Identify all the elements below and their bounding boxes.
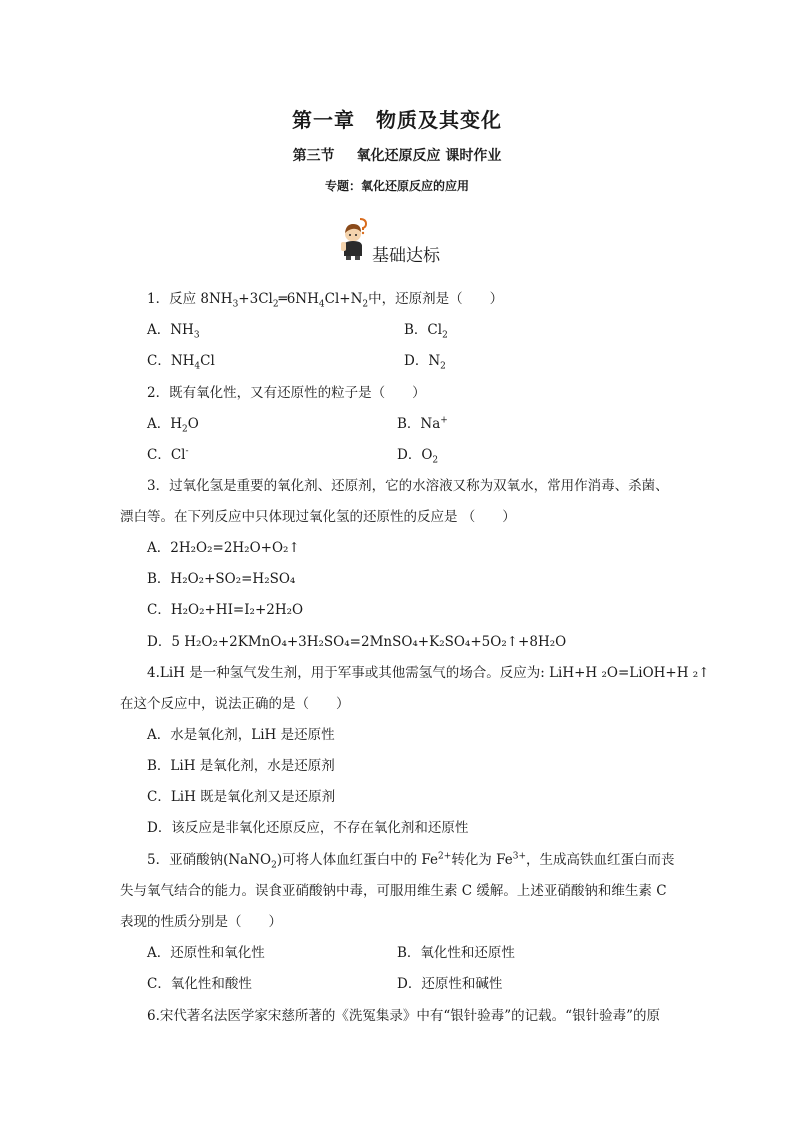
question-5-stem-line-2: 失与氧气结合的能力。误食亚硝酸钠中毒，可服用维生素 C 缓解。上述亚硝酸钠和维生素 C	[120, 883, 667, 899]
question-4-option-a: A．水是氧化剂，LiH 是还原性	[147, 727, 335, 743]
question-2-option-b: B．Na+	[397, 415, 448, 432]
question-3-option-c: C．H₂O₂+HI=I₂+2H₂O	[147, 602, 304, 618]
question-3-option-b: B．H₂O₂+SO₂=H₂SO₄	[147, 571, 296, 587]
question-5-option-d: D．还原性和碱性	[397, 976, 503, 992]
question-2-option-a: A．$H_2O$	[147, 416, 199, 435]
question-5-stem-line-1: 5．亚硝酸钠(NaNO$_2$)可将人体血红蛋白中的 $Fe^{2+}$转化为 $Fe^{3+}$，生成高铁血红蛋白而丧	[147, 851, 675, 871]
question-6-stem-line-1: 6.宋代著名法医学家宋慈所著的《洗冤集录》中有“银针验毒”的记载。“银针验毒”的原	[147, 1008, 660, 1024]
question-4-option-c: C．LiH 既是氧化剂又是还原剂	[147, 789, 336, 805]
question-1-stem: 1．反应 $8NH_3+3Cl_2═6NH_4Cl+N_2$中，还原剂是（ ）	[147, 291, 504, 310]
lesson-name: 氧化还原反应 课时作业	[356, 148, 502, 164]
question-5-option-b: B．氧化性和还原性	[397, 945, 515, 961]
question-1-option-c: C．$NH_4Cl$	[147, 353, 215, 372]
thinking-student-icon	[338, 216, 374, 262]
question-3-option-a: A．2H₂O₂=2H₂O+O₂↑	[147, 540, 300, 556]
question-3-stem-line-2: 漂白等。在下列反应中只体现过氧化氢的还原性的反应是 （ ）	[120, 509, 516, 525]
section-number: 第三节	[292, 148, 335, 164]
question-4-option-d: D．该反应是非氧化还原反应，不存在氧化剂和还原性	[147, 820, 469, 836]
section-header	[338, 216, 478, 264]
question-2-option-d: D．$O_2$	[397, 447, 439, 466]
question-4-option-b: B．LiH 是氧化剂，水是还原剂	[147, 758, 335, 774]
question-5-option-a: A．还原性和氧化性	[147, 945, 265, 961]
question-5-stem-line-3: 表现的性质分别是（ ）	[120, 914, 282, 930]
lesson-title	[0, 145, 794, 165]
question-4-stem-line-2: 在这个反应中，说法正确的是（ ）	[120, 696, 350, 712]
chapter-title: 第一章 物质及其变化	[292, 108, 502, 132]
question-1-option-d: D．$N_2$	[404, 353, 446, 372]
question-2-stem: 2．既有氧化性，又有还原性的粒子是（ ）	[147, 385, 426, 401]
topic-title: 专题：氧化还原反应的应用	[324, 179, 469, 193]
question-2-option-c: C．Cl-	[147, 446, 189, 463]
question-5-option-c: C．氧化性和酸性	[147, 976, 252, 992]
question-3-stem-line-1: 3．过氧化氢是重要的氧化剂、还原剂，它的水溶液又称为双氧水，常用作消毒、杀菌、	[147, 478, 669, 494]
question-3-option-d: D．5 H₂O₂+2KMnO₄+3H₂SO₄=2MnSO₄+K₂SO₄+5O₂↑+8H₂O	[147, 634, 567, 650]
question-4-stem-line-1: 4.LiH 是一种氢气发生剂，用于军事或其他需氢气的场合。反应为: LiH+H ₂O=LiOH+H ₂↑	[147, 665, 710, 681]
question-1-option-b: B．$Cl_2$	[404, 322, 448, 341]
section-label: 基础达标	[372, 246, 440, 266]
question-1-option-a: A．$NH_3$	[147, 322, 200, 341]
